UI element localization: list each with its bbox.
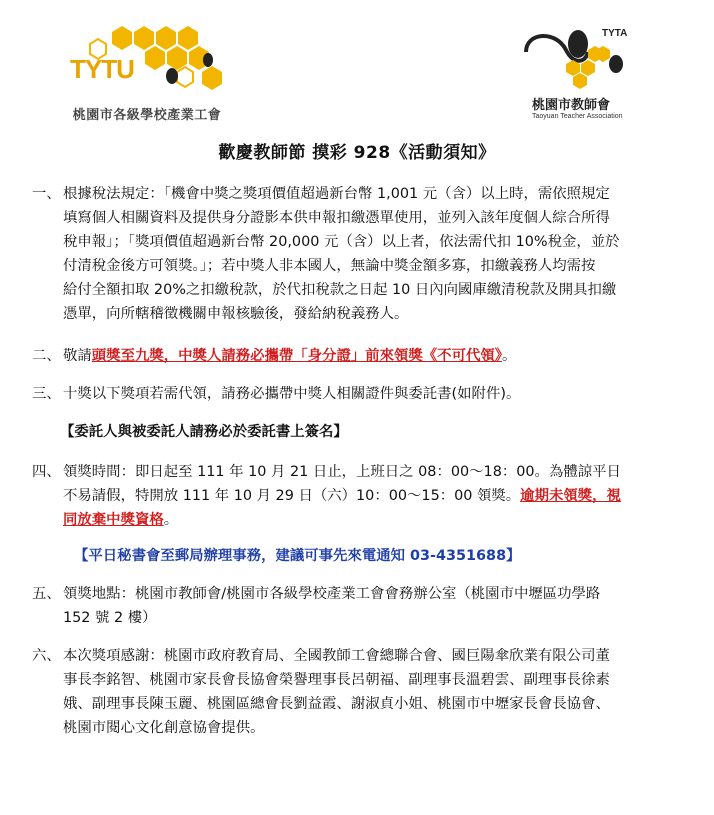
item-number: 二、	[32, 348, 61, 364]
page-title: 歡慶教師節 摸彩 928《活動須知》	[218, 143, 496, 163]
item-five	[32, 582, 682, 630]
item-number: 三、	[32, 386, 61, 402]
item-four-line: 領獎時間：即日起至 111 年 10 月 21 日止，上班日之 08：00～18：00。為體諒平日	[63, 464, 621, 480]
item-three	[32, 382, 682, 406]
item-six	[32, 644, 682, 740]
item-four-warning: 同放棄中獎資格	[63, 512, 164, 528]
item-number: 一、	[32, 186, 61, 202]
item-one-line: 給付全額扣取 20%之扣繳稅款，於代扣稅款之日起 10 日內向國庫繳清稅款及開具扣繳	[63, 282, 617, 298]
tyta-logo	[516, 22, 646, 127]
header	[0, 0, 714, 135]
item-four-warning: 逾期未領獎，視	[520, 488, 621, 504]
item-five-line: 領獎地點：桃園市教師會/桃園市各級學校產業工會會務辦公室（桃園市中壢區功學路	[63, 586, 601, 602]
tytu-caption: 桃園市各級學校產業工會	[72, 108, 222, 123]
item-five-line: 152 號 2 樓）	[63, 610, 157, 626]
item-number: 四、	[32, 464, 61, 480]
tytu-logo	[52, 22, 242, 122]
item-number: 五、	[32, 586, 61, 602]
notice-body	[32, 182, 682, 740]
item-six-line: 本次獎項感謝：桃園市政府教育局、全國教師工會總聯合會、國巨陽傘欣業有限公司董	[63, 648, 610, 664]
item-one-line: 根據稅法規定：「機會中獎之獎項價值超過新台幣 1,001 元（含）以上時，需依照規定	[63, 186, 610, 202]
tyta-abbr: TYTA	[602, 28, 628, 39]
item-two-prefix: 敬請	[63, 348, 92, 364]
item-four	[32, 460, 682, 532]
item-six-line: 桃園市閱心文化創意協會提供。	[63, 720, 265, 736]
item-three-note: 【委託人與被委託人請務必於委託書上簽名】	[60, 424, 348, 440]
item-one	[32, 182, 682, 326]
tyta-english-name: Taoyuan Teacher Association	[532, 113, 623, 120]
item-three-text: 十獎以下獎項若需代領，請務必攜帶中獎人相關證件與委託書(如附件)。	[63, 386, 521, 402]
item-one-line: 憑單，向所轄稽徵機關申報核驗後，發給納稅義務人。	[63, 306, 409, 322]
item-four-suffix: 。	[163, 512, 179, 528]
item-two	[32, 344, 682, 368]
item-four-note: 【平日秘書會至郵局辦理事務，建議可事先來電通知 03-4351688】	[74, 548, 521, 564]
item-one-line: 付清稅金後方可領獎。」；若中獎人非本國人，無論中獎金額多寡，扣繳義務人均需按	[63, 258, 596, 274]
item-one-line: 填寫個人相關資料及提供身分證影本供申報扣繳憑單使用，並列入該年度個人綜合所得	[63, 210, 610, 226]
item-two-suffix: 。	[501, 348, 517, 364]
tyta-name: 桃園市教師會	[532, 98, 611, 113]
item-six-line: 娥、副理事長陳玉麗、桃園區總會長劉益霞、謝淑貞小姐、桃園市中壢家長會長協會、	[63, 696, 610, 712]
item-one-line: 稅申報」；「獎項價值超過新台幣 20,000 元（含）以上者，依法需代扣 10%稅金，並於	[63, 234, 620, 250]
tytu-mark: TYTU	[70, 54, 134, 84]
item-number: 六、	[32, 648, 61, 664]
item-two-highlight: 頭獎至九獎，中獎人請務必攜帶「身分證」前來領獎《不可代領》	[91, 348, 502, 364]
item-six-line: 事長李銘智、桃園市家長會長協會榮譽理事長呂朝福、副理事長溫碧雲、副理事長徐素	[63, 672, 610, 688]
item-four-line: 不易請假，特開放 111 年 10 月 29 日（六）10：00～15：00 領獎。	[63, 488, 521, 504]
